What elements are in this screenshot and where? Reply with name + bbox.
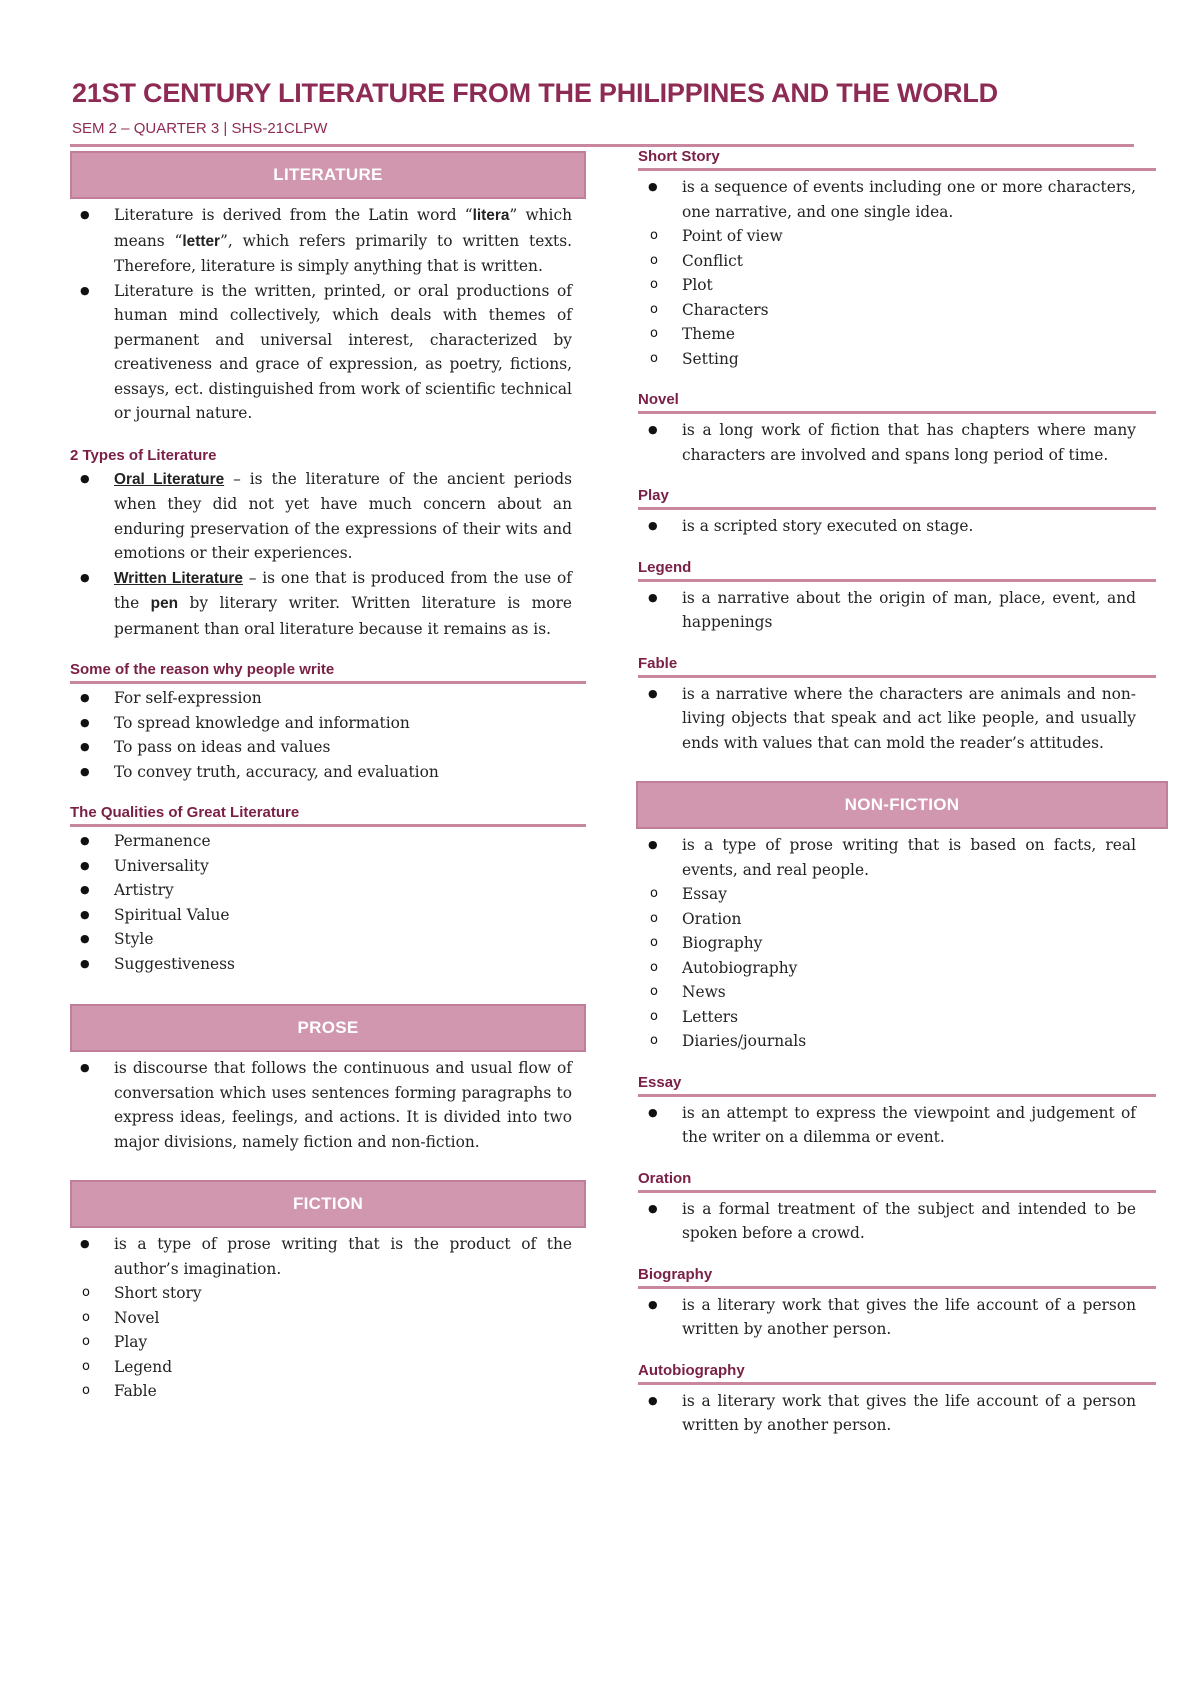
list-item: o Setting (638, 347, 1136, 372)
list-item: o Legend (70, 1355, 572, 1380)
list-item: ● Universality (70, 854, 586, 879)
list-item: ● Style (70, 927, 586, 952)
list-item: o Autobiography (638, 956, 1136, 981)
text-segment: by literary writer. Written literature is more permanent than oral literature because it remains as is. (114, 594, 572, 638)
non-fiction-types-list (638, 882, 1136, 1054)
keyword-litera: litera (472, 207, 510, 224)
essay-list (638, 1101, 1150, 1150)
text-segment: is a type of prose writing that is based on facts, real events, and real people. (682, 836, 1136, 879)
list-item: ● is a formal treatment of the subject and intended to be spoken before a crowd. (638, 1197, 1150, 1246)
novel-heading: Novel (638, 391, 1156, 414)
qualities-heading: The Qualities of Great Literature (70, 804, 586, 827)
list-item (70, 203, 586, 279)
term-written-literature: Written Literature (114, 569, 243, 587)
list-item (70, 1232, 586, 1404)
fable-list (638, 682, 1150, 756)
non-fiction-list (638, 833, 1150, 1054)
list-item (638, 175, 1150, 371)
list-item: o Characters (638, 298, 1136, 323)
fiction-list (70, 1232, 586, 1404)
list-item: o News (638, 980, 1136, 1005)
non-fiction-banner: NON-FICTION (636, 781, 1168, 829)
page-subtitle: SEM 2 – QUARTER 3 | SHS-21CLPW (72, 120, 328, 137)
list-item: o Novel (70, 1306, 572, 1331)
legend-heading: Legend (638, 559, 1156, 582)
biography-list (638, 1293, 1150, 1342)
list-item: o Oration (638, 907, 1136, 932)
list-item: o Play (70, 1330, 572, 1355)
list-item: ● To spread knowledge and information (70, 711, 586, 736)
fable-heading: Fable (638, 655, 1156, 678)
literature-definition-list (70, 203, 586, 426)
reasons-heading: Some of the reason why people write (70, 661, 586, 684)
short-story-heading: Short Story (638, 148, 1156, 171)
text-segment: is a sequence of events including one or more characters, one narrative, and one single idea. (682, 178, 1136, 221)
prose-list (70, 1056, 586, 1154)
oration-heading: Oration (638, 1170, 1156, 1193)
list-item: ● is discourse that follows the continuous and usual flow of conversation which uses sentences forming paragraphs to express ideas, feelings, and actions. It is divided into two major divisions, namely fiction and non-fiction. (70, 1056, 586, 1154)
autobiography-heading: Autobiography (638, 1362, 1156, 1385)
text-segment: – is one that is produced from the use of the (114, 568, 572, 612)
literature-banner: LITERATURE (70, 151, 586, 199)
list-item: ● To convey truth, accuracy, and evaluation (70, 760, 586, 785)
list-item: ● For self-expression (70, 686, 586, 711)
list-item: ● is an attempt to express the viewpoint and judgement of the writer on a dilemma or event. (638, 1101, 1150, 1150)
list-item: o Short story (70, 1281, 572, 1306)
text-segment: ” which means “ (114, 206, 572, 250)
list-item: ● Permanence (70, 829, 586, 854)
list-item: ● Literature is the written, printed, or oral productions of human mind collectively, which deals with themes of permanent and universal interest, characterized by creativeness and grace of expression, as poetry, fictions, essays, ect. distinguished from work of scientific technical or journal nature. (70, 279, 586, 426)
fiction-banner: FICTION (70, 1180, 586, 1228)
list-item: o Essay (638, 882, 1136, 907)
prose-banner: PROSE (70, 1004, 586, 1052)
text-segment: is a type of prose writing that is the product of the author’s imagination. (114, 1235, 572, 1278)
list-item: o Biography (638, 931, 1136, 956)
list-item: o Fable (70, 1379, 572, 1404)
list-item: o Theme (638, 322, 1136, 347)
essay-heading: Essay (638, 1074, 1156, 1097)
short-story-list (638, 175, 1150, 371)
list-item (70, 566, 586, 642)
list-item (638, 833, 1150, 1054)
list-item: o Letters (638, 1005, 1136, 1030)
list-item: ● is a literary work that gives the life account of a person written by another person. (638, 1293, 1150, 1342)
list-item: ● is a literary work that gives the life account of a person written by another person. (638, 1389, 1150, 1438)
reasons-list (70, 686, 586, 784)
short-story-elements-list (638, 224, 1136, 371)
list-item: ● is a long work of fiction that has chapters where many characters are involved and spans long period of time. (638, 418, 1150, 467)
play-heading: Play (638, 487, 1156, 510)
list-item: ● Suggestiveness (70, 952, 586, 977)
header-divider (70, 144, 1134, 147)
list-item: o Conflict (638, 249, 1136, 274)
list-item: ● is a scripted story executed on stage. (638, 514, 1150, 539)
novel-list (638, 418, 1150, 467)
fiction-types-list (70, 1281, 572, 1404)
oration-list (638, 1197, 1150, 1246)
keyword-letter: letter (182, 232, 221, 250)
legend-list (638, 586, 1150, 635)
list-item: ● is a narrative about the origin of man, place, event, and happenings (638, 586, 1150, 635)
list-item: o Point of view (638, 224, 1136, 249)
text-segment: – is the literature of the ancient periods when they did not yet have much concern about an enduring preservation of the expressions of their wits and emotions or their experiences. (114, 469, 572, 562)
list-item: o Plot (638, 273, 1136, 298)
page-title: 21ST CENTURY LITERATURE FROM THE PHILIPPINES AND THE WORLD (72, 78, 998, 108)
list-item (70, 467, 586, 566)
list-item: ● Artistry (70, 878, 586, 903)
list-item: o Diaries/journals (638, 1029, 1136, 1054)
keyword-pen: pen (150, 595, 179, 612)
biography-heading: Biography (638, 1266, 1156, 1289)
list-item: ● Spiritual Value (70, 903, 586, 928)
types-heading: 2 Types of Literature (70, 446, 217, 464)
term-oral-literature: Oral Literature (114, 470, 225, 488)
list-item: ● To pass on ideas and values (70, 735, 586, 760)
left-column (70, 151, 586, 1404)
right-column (638, 148, 1150, 1438)
autobiography-list (638, 1389, 1150, 1438)
play-list (638, 514, 1150, 539)
qualities-list (70, 829, 586, 976)
types-list (70, 467, 586, 642)
text-segment: ”, which refers primarily to written texts. Therefore, literature is simply anything that is written. (114, 231, 572, 275)
text-segment: Literature is derived from the Latin word “ (114, 206, 473, 224)
list-item: ● is a narrative where the characters are animals and non-living objects that speak and act like people, and usually ends with values that can mold the reader’s attitudes. (638, 682, 1150, 756)
